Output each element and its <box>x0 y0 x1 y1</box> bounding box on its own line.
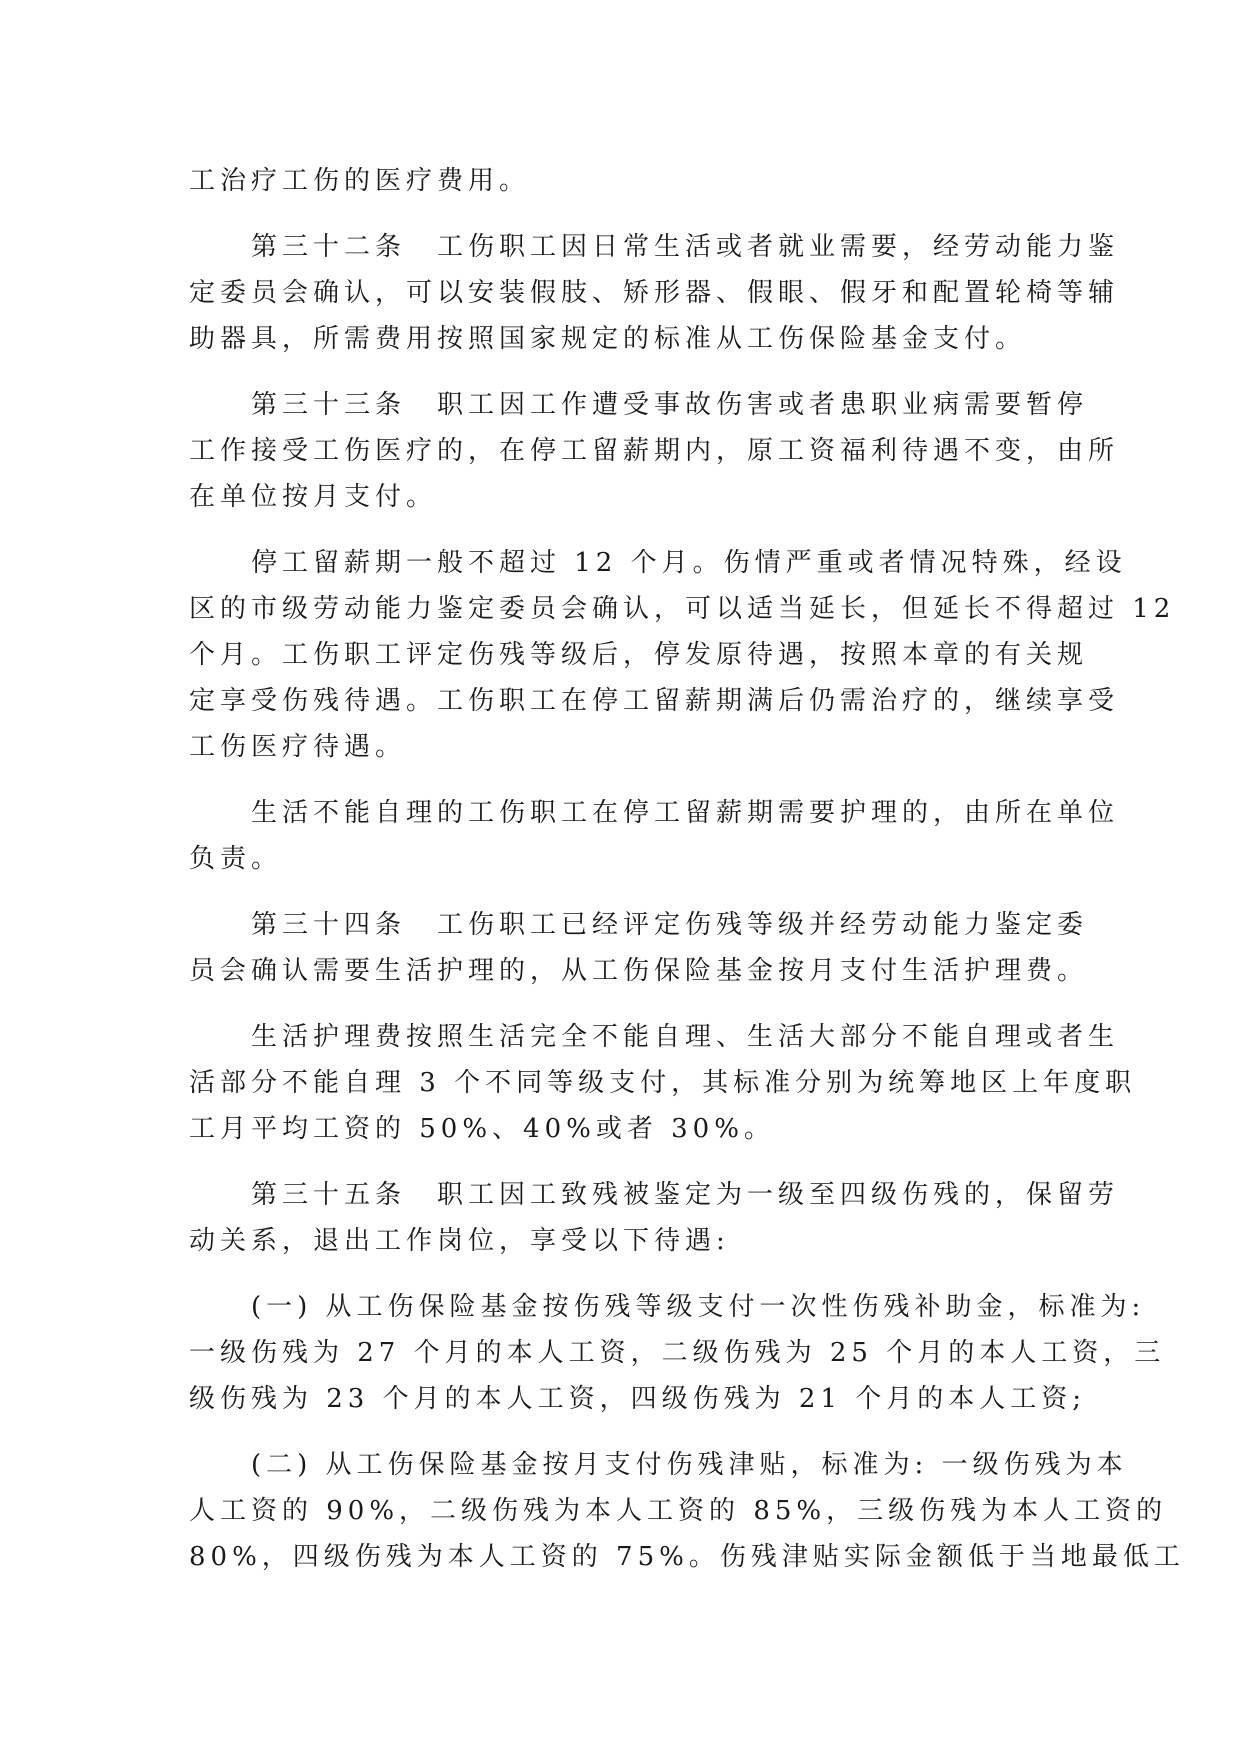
article-32-line-2: 定委员会确认，可以安装假肢、矫形器、假眼、假牙和配置轮椅等辅 <box>189 278 1120 308</box>
article-34-line-1: 第三十四条 工伤职工已经评定伤残等级并经劳动能力鉴定委 <box>251 910 1089 940</box>
list-item-1-line-2: 一级伤残为 27 个月的本人工资，二级伤残为 25 个月的本人工资，三 <box>189 1338 1166 1368</box>
article-33-line-2: 工作接受工伤医疗的，在停工留薪期内，原工资福利待遇不变，由所 <box>189 436 1120 466</box>
article-35-line-1: 第三十五条 职工因工致残被鉴定为一级至四级伤残的，保留劳 <box>251 1180 1120 1210</box>
article-35-line-2: 动关系，退出工作岗位，享受以下待遇: <box>189 1226 730 1256</box>
article-32-line-1: 第三十二条 工伤职工因日常生活或者就业需要，经劳动能力鉴 <box>251 232 1120 262</box>
paragraph-line: 工伤医疗待遇。 <box>189 732 407 762</box>
list-item-2-line-2: 人工资的 90%，二级伤残为本人工资的 85%，三级伤残为本人工资的 <box>189 1496 1168 1526</box>
paragraph-line: 工月平均工资的 50%、40%或者 30%。 <box>189 1114 775 1144</box>
list-item-1-line-3: 级伤残为 23 个月的本人工资，四级伤残为 21 个月的本人工资; <box>189 1384 1086 1414</box>
paragraph-line: 负责。 <box>189 844 283 874</box>
list-item-2-line-1: (二) 从工伤保险基金按月支付伤残津贴，标准为: 一级伤残为本 <box>251 1450 1128 1480</box>
paragraph-line: 工治疗工伤的医疗费用。 <box>189 166 531 196</box>
document-body <box>189 158 1185 1580</box>
article-33-line-3: 在单位按月支付。 <box>189 482 438 512</box>
paragraph-line: 定享受伤残待遇。工伤职工在停工留薪期满后仍需治疗的，继续享受 <box>189 686 1120 716</box>
paragraph-line: 生活不能自理的工伤职工在停工留薪期需要护理的，由所在单位 <box>251 798 1120 828</box>
article-32-line-3: 助器具，所需费用按照国家规定的标准从工伤保险基金支付。 <box>189 324 1027 354</box>
paragraph-line: 区的市级劳动能力鉴定委员会确认，可以适当延长，但延长不得超过 12 <box>189 594 1176 624</box>
article-34-line-2: 员会确认需要生活护理的，从工伤保险基金按月支付生活护理费。 <box>189 956 1089 986</box>
paragraph-line: 个月。工伤职工评定伤残等级后，停发原待遇，按照本章的有关规 <box>189 640 1089 670</box>
paragraph-line: 活部分不能自理 3 个不同等级支付，其标准分别为统筹地区上年度职 <box>189 1068 1137 1098</box>
paragraph-line: 生活护理费按照生活完全不能自理、生活大部分不能自理或者生 <box>251 1022 1120 1052</box>
article-33-line-1: 第三十三条 职工因工作遭受事故伤害或者患职业病需要暂停 <box>251 390 1089 420</box>
paragraph-line: 停工留薪期一般不超过 12 个月。伤情严重或者情况特殊，经设 <box>251 548 1127 578</box>
list-item-2-line-3: 80%，四级伤残为本人工资的 75%。伤残津贴实际金额低于当地最低工 <box>189 1542 1185 1572</box>
list-item-1-line-1: (一) 从工伤保险基金按伤残等级支付一次性伤残补助金，标准为: <box>251 1292 1146 1322</box>
